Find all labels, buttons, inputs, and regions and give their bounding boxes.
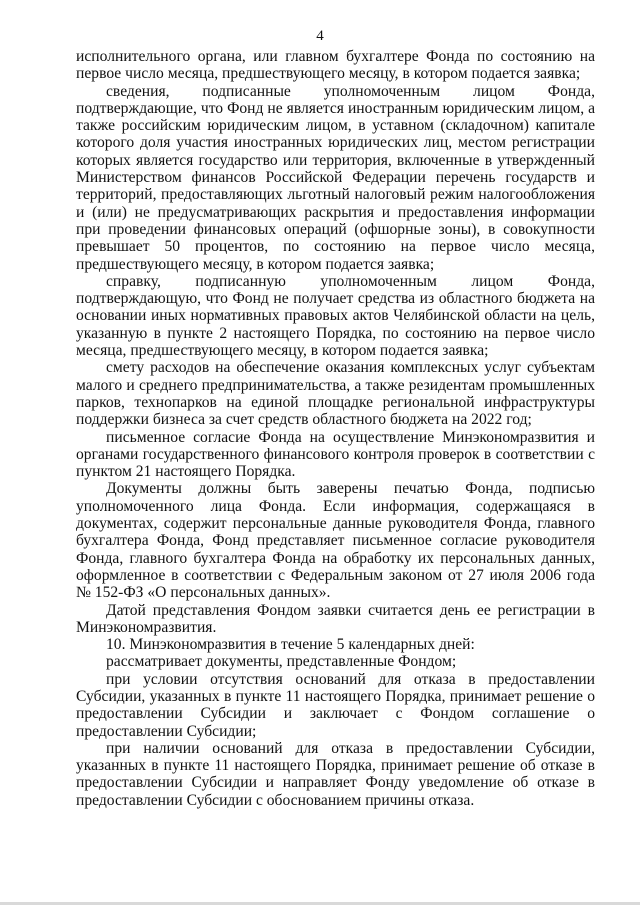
paragraph-budget-certificate: справку, подписанную уполномоченным лицом Фонда, подтверждающую, что Фонд не получает средства из областного бюджета на основании иных нормативных правовых актов Челябинской области на цель, указанную в пункте 2 настоящего Порядка, по состоянию на первое число месяца, предшествующего месяцу, в котором подается заявка; [76, 272, 595, 360]
paragraph-written-consent: письменное согласие Фонда на осуществление Минэкономразвития и органами государственного финансового контроля проверок в соответствии с пунктом 21 настоящего Порядка. [76, 428, 595, 481]
paragraph-submission-date: Датой представления Фондом заявки считается день ее регистрации в Минэкономразвития. [76, 601, 595, 636]
paragraph-item-10: 10. Минэкономразвития в течение 5 календарных дней: [106, 636, 475, 654]
paragraph-document-certification: Документы должны быть заверены печатью Фонда, подписью уполномоченного лица Фонда. Если информация, содержащаяся в документах, содержит персональные данные руководителя Фонда, главного бухгалтера Фонда, Фонд представляет письменное согласие руководителя Фонда, главного бухгалтера Фонда на обработку их персональных данных, оформленное в соответствии с Федеральным законом от 27 июля 2006 года № 152-ФЗ «О персональных данных». [76, 480, 595, 602]
paragraph-review-documents: рассматривает документы, представленные Фондом; [106, 653, 457, 671]
paragraph-continuation: исполнительного органа, или главном бухгалтере Фонда по состоянию на первое число месяца, предшествующего месяцу, в котором подается заявка; [76, 48, 595, 83]
paragraph-foreign-entity-statement: сведения, подписанные уполномоченным лицом Фонда, подтверждающие, что Фонд не является иностранным юридическим лицом, а также российским юридическим лицом, в уставном (складочном) капитале которого доля участия иностранных юридических лиц, местом регистрации которых является государство или территория, включенные в утвержденный Министерством финансов Российской Федерации перечень государств и территорий, предоставляющих льготный налоговый режим налогообложения и (или) не предусматривающих раскрытия и предоставления информации при проведении финансовых операций (офшорные зоны), в совокупности превышает 50 процентов, по состоянию на первое число месяца, предшествующего месяцу, в котором подается заявка; [76, 82, 595, 273]
paragraph-grant-decision: при условии отсутствия оснований для отказа в предоставлении Субсидии, указанных в пункте 11 настоящего Порядка, принимает решение о предоставлении Субсидии и заключает с Фондом соглашение о предоставлении Субсидии; [76, 670, 595, 740]
page-number: 4 [316, 28, 324, 44]
paragraph-refusal-decision: при наличии оснований для отказа в предоставлении Субсидии, указанных в пункте 11 настоящего Порядка, принимает решение об отказе в предоставлении Субсидии и направляет Фонду уведомление об отказе в предоставлении Субсидии с обоснованием причины отказа. [76, 739, 595, 809]
document-body [76, 48, 595, 809]
paragraph-expense-estimate: смету расходов на обеспечение оказания комплексных услуг субъектам малого и среднего предпринимательства, а также резидентам промышленных парков, технопарков на единой площадке региональной инфраструктуры поддержки бизнеса за счет средств областного бюджета на 2022 год; [76, 359, 595, 429]
